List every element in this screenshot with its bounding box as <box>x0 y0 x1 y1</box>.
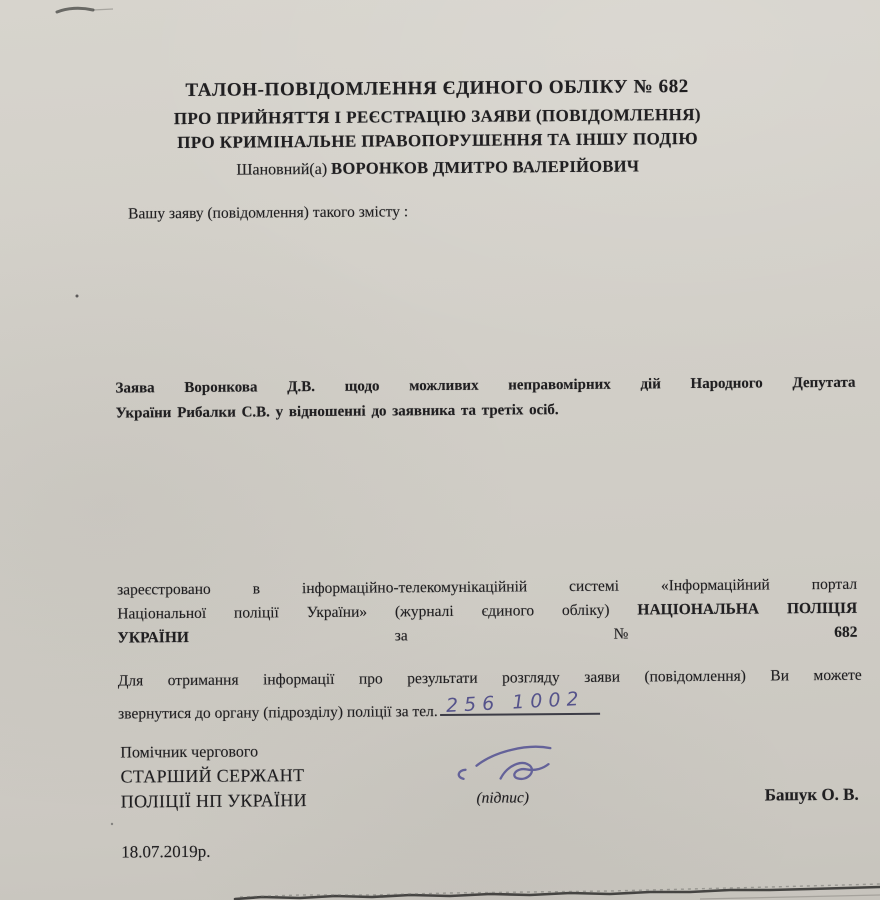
registration-line-3 <box>117 624 857 648</box>
info-line-2 <box>117 687 862 724</box>
salutation-name: ВОРОНКОВ ДМИТРО ВАЛЕРІЙОВИЧ <box>331 156 640 178</box>
document-date: 18.07.2019р. <box>121 841 211 862</box>
registration-line-1: зареєстровано в інформаційно-телекомунікаційній системі «Інформаційний портал <box>117 575 858 599</box>
intro-line: Вашу заяву (повідомлення) такого змісту : <box>128 203 409 223</box>
registration-number-sign: № <box>613 625 629 643</box>
info-line-2-text: звернутися до органу (підрозділу) поліції за тел. <box>117 703 438 723</box>
phone-underline <box>440 687 600 717</box>
registration-ukraine: УКРАЇНИ <box>117 628 189 647</box>
registration-number: 682 <box>834 623 858 641</box>
document-title: ТАЛОН-ПОВІДОМЛЕННЯ ЄДИНОГО ОБЛІКУ № 682 <box>185 76 689 101</box>
officer-role-line-1: Помічник чергового <box>120 743 259 762</box>
officer-role-line-3: ПОЛІЦІЇ НП УКРАЇНИ <box>120 790 307 812</box>
document-subtitle-1: ПРО ПРИЙНЯТТЯ І РЕЄСТРАЦІЮ ЗАЯВИ (ПОВІДОМЛЕННЯ) <box>173 104 701 129</box>
info-line-1: Для отримання інформації про результати розгляду заяви (повідомлення) Ви можете <box>117 666 862 690</box>
handwritten-phone-number: 256 1002 <box>445 687 585 717</box>
officer-role-line-2: СТАРШИЙ СЕРЖАНТ <box>120 765 305 787</box>
officer-name: Башук О. В. <box>764 784 859 805</box>
salutation <box>68 155 808 181</box>
signature-caption: (підпис) <box>476 789 530 807</box>
registration-za: за <box>394 627 408 645</box>
document-subtitle-2: ПРО КРИМІНАЛЬНЕ ПРАВОПОРУШЕННЯ ТА ІНШУ ПОДІЮ <box>177 128 699 153</box>
statement-line-1: Заява Воронкова Д.В. щодо можливих неправомірних дій Народного Депутата <box>115 374 856 397</box>
registration-line-2: Національної поліції України» (журналі єдиного обліку) НАЦІОНАЛЬНА ПОЛІЦІЯ <box>117 599 858 623</box>
statement-line-2: України Рибалки С.В. у відношенні до заявника та третіх осіб. <box>115 402 559 422</box>
salutation-prefix: Шановний(а) <box>236 160 328 179</box>
